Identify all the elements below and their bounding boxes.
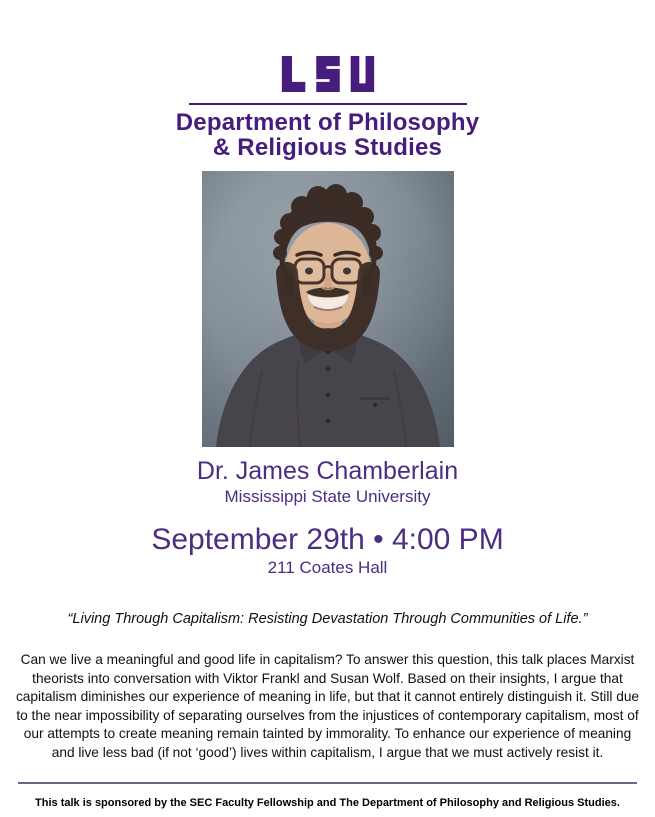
- logo-divider: [189, 103, 467, 105]
- talk-abstract: Can we live a meaningful and good life in capitalism? To answer this question, this talk places Marxist theorists into conversation with Viktor Frankl and Susan Wolf. Based on their insights, I argue that capitalism diminishes our experience of meaning in life, but that it cannot entirely distinguish it. Still due to the near impossibility of separating ourselves from the injustices of contemporary capitalism, most of our attempts to create meaning remain tainted by immorality. To enhance our experience of meaning and live less bad (if not ‘good’) lives within capitalism, I argue that we must actively resist it.: [15, 652, 640, 760]
- event-location: 211 Coates Hall: [267, 558, 388, 577]
- speaker-photo: [0, 171, 655, 447]
- department-title: [0, 110, 655, 160]
- talk-title-quote: “Living Through Capitalism: Resisting Devastation Through Communities of Life.”: [67, 611, 588, 627]
- footer-divider: [18, 782, 637, 784]
- lsu-logo-mark: [271, 56, 385, 92]
- event-datetime: September 29th • 4:00 PM: [151, 523, 504, 556]
- department-title-line2: & Religious Studies: [212, 134, 443, 161]
- department-title-line1: Department of Philosophy: [175, 109, 480, 136]
- speaker-affiliation: Mississippi State University: [224, 487, 431, 506]
- speaker-name: Dr. James Chamberlain: [196, 457, 459, 485]
- lsu-logo: [0, 0, 655, 92]
- sponsor-note: This talk is sponsored by the SEC Faculty Fellowship and The Department of Philosophy and Religious Studies.: [35, 796, 620, 809]
- speaker-portrait-image: [202, 171, 454, 447]
